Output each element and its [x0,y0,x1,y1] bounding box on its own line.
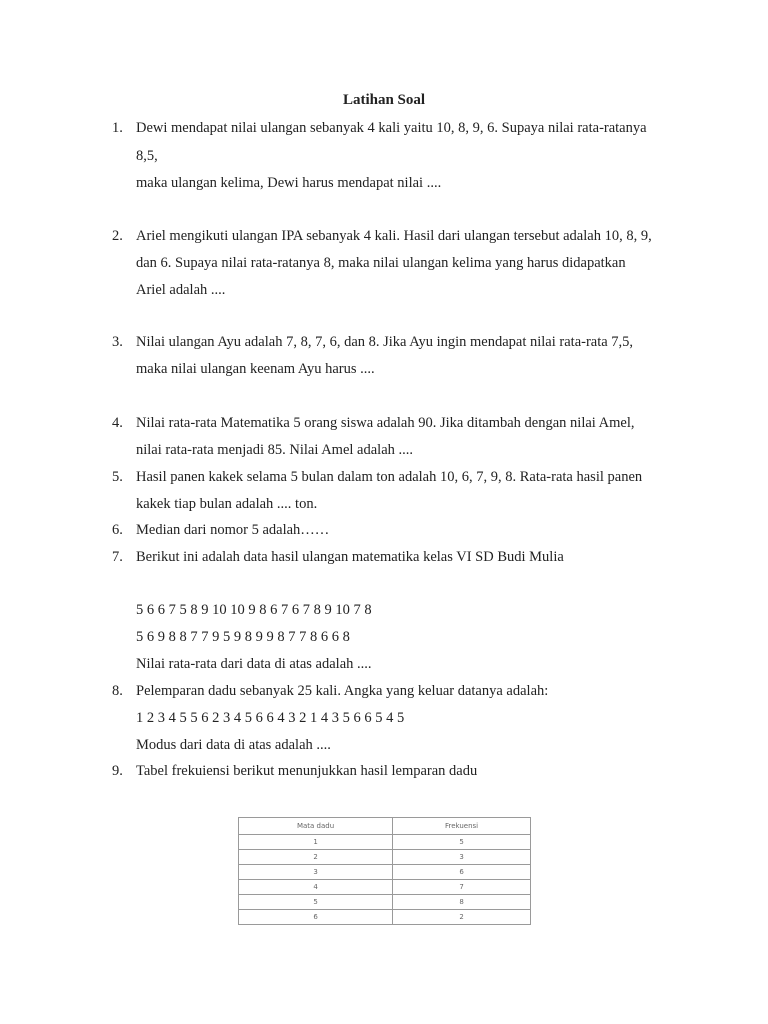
question-text: Berikut ini adalah data hasil ulangan matematika kelas VI SD Budi Mulia [136,549,564,565]
table-row [239,895,531,910]
data-list: 1 2 3 4 5 5 6 2 3 4 5 6 6 4 3 2 1 4 3 5 6 6 5 4 5 [136,710,405,726]
question-text: Hasil panen kakek selama 5 bulan dalam ton adalah 10, 6, 7, 9, 8. Rata-rata hasil panen [136,469,643,485]
table-cell: 7 [393,880,531,895]
table-cell: 3 [393,850,531,865]
question-text: Dewi mendapat nilai ulangan sebanyak 4 kali yaitu 10, 8, 9, 6. Supaya nilai rata-ratanya [136,120,647,136]
question-text: maka ulangan kelima, Dewi harus mendapat nilai .... [136,175,442,191]
question-text: Modus dari data di atas adalah .... [136,737,331,753]
table-row [239,880,531,895]
table-cell: 2 [393,910,531,925]
question-text: nilai rata-rata menjadi 85. Nilai Amel adalah .... [136,442,414,458]
table-cell: 5 [393,835,531,850]
table-cell: 2 [239,850,393,865]
question-text: maka nilai ulangan keenam Ayu harus .... [136,361,375,377]
question-number: 6. [112,522,123,538]
question-number: 7. [112,549,123,565]
question-number: 8. [112,683,123,699]
column-header-frekuensi: Frekuensi [393,818,531,835]
table-cell: 4 [239,880,393,895]
question-number: 4. [112,415,123,431]
table-row [239,865,531,880]
table-cell: 6 [239,910,393,925]
question-number: 2. [112,228,123,244]
table-row [239,850,531,865]
question-text: Ariel mengikuti ulangan IPA sebanyak 4 kali. Hasil dari ulangan tersebut adalah 10, 8, 9, [136,228,652,244]
question-text: dan 6. Supaya nilai rata-ratanya 8, maka nilai ulangan kelima yang harus didapatkan [136,255,626,271]
question-number: 9. [112,763,123,779]
table-cell: 8 [393,895,531,910]
table-cell: 1 [239,835,393,850]
table-row [239,910,531,925]
question-text: Nilai rata-rata dari data di atas adalah .... [136,656,372,672]
table-header-row [239,818,531,835]
data-list: 5 6 6 7 5 8 9 10 10 9 8 6 7 6 7 8 9 10 7 8 [136,602,372,618]
table-cell: 5 [239,895,393,910]
question-text: Nilai ulangan Ayu adalah 7, 8, 7, 6, dan 8. Jika Ayu ingin mendapat nilai rata-rata 7,5, [136,334,634,350]
question-text: Tabel frekuiensi berikut menunjukkan hasil lemparan dadu [136,763,478,779]
table-cell: 3 [239,865,393,880]
data-list: 5 6 9 8 8 7 7 9 5 9 8 9 9 8 7 7 8 6 6 8 [136,629,350,645]
frequency-table [238,817,531,925]
question-text: Pelemparan dadu sebanyak 25 kali. Angka yang keluar datanya adalah: [136,683,549,699]
column-header-mata-dadu: Mata dadu [239,818,393,835]
question-number: 5. [112,469,123,485]
question-number: 3. [112,334,123,350]
question-number: 1. [112,120,123,136]
page-title: Latihan Soal [342,92,426,108]
table-row [239,835,531,850]
question-text: Median dari nomor 5 adalah…… [136,522,330,538]
question-text: kakek tiap bulan adalah .... ton. [136,496,318,512]
table-cell: 6 [393,865,531,880]
question-text: Ariel adalah .... [136,282,226,298]
question-text: Nilai rata-rata Matematika 5 orang siswa adalah 90. Jika ditambah dengan nilai Amel, [136,415,635,431]
question-text: 8,5, [136,148,158,164]
